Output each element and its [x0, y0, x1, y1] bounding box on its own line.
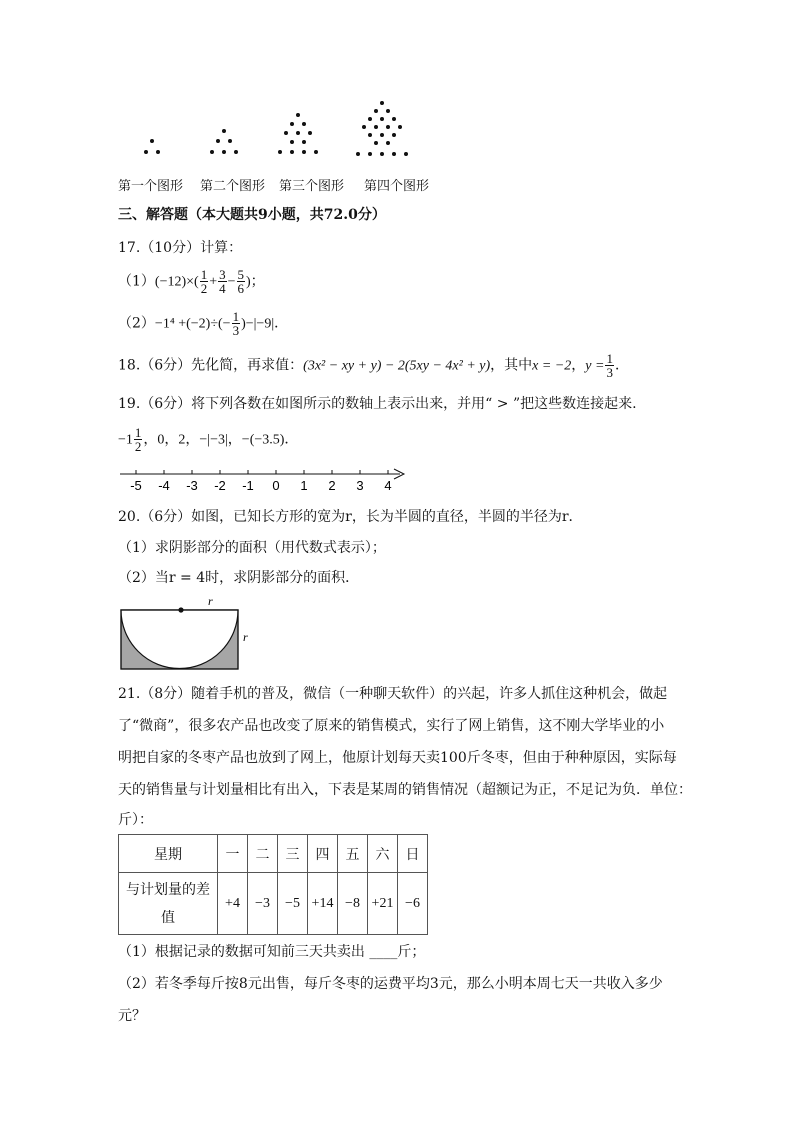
table-cell: −8 [338, 873, 368, 935]
q21-part1: （1）根据记录的数据可知前三天共卖出 ____斤； [118, 944, 426, 960]
table-day: 四 [308, 835, 338, 873]
table-day: 三 [278, 835, 308, 873]
table-cell: +14 [308, 873, 338, 935]
section-title: 三、解答题（本大题共9小题，共72.0分） [118, 207, 386, 223]
q19-numbers: −1 $\frac{1}{2}$ ，0，2，−|−3|，−(−3.5)． [118, 425, 299, 454]
table-day: 五 [338, 835, 368, 873]
semicircle-rectangle-figure [112, 594, 262, 674]
table-cell: −6 [398, 873, 428, 935]
fraction: $\frac{1}{3}$ [232, 309, 240, 338]
q21-line-5: 斤）： [118, 812, 153, 828]
pattern-3 [278, 113, 318, 154]
pattern-caption-2: 第二个图形 [200, 179, 266, 194]
number-line-label: 0 [272, 478, 280, 493]
q20-part1: （1）求阴影部分的面积（用代数式表示）； [118, 540, 386, 556]
number-line-label: 2 [328, 478, 336, 493]
center-point [178, 607, 183, 612]
dot-pattern-figure [118, 95, 438, 165]
fraction: $\frac{1}{2}$ [134, 425, 142, 454]
fraction: $\frac{3}{4}$ [219, 267, 226, 296]
q20-part2: （2）当r = 4时，求阴影部分的面积． [118, 570, 360, 586]
table-cell: +21 [368, 873, 398, 935]
q17-part2: （2）−1⁴ +(−2)÷(− $\frac{1}{3}$ )−|−9|． [118, 309, 289, 338]
fraction: $\frac{1}{2}$ [200, 267, 208, 296]
table-cell: +4 [218, 873, 248, 935]
q21-part2-line1: （2）若冬季每斤按8元出售，每斤冬枣的运费平均3元，那么小明本周七天一共收入多少 [118, 976, 663, 992]
table-cell: −5 [278, 873, 308, 935]
q17-heading: 17.（10分）计算： [118, 240, 243, 256]
pattern-caption-3: 第三个图形 [279, 179, 345, 194]
q20-heading: 20.（6分）如图，已知长方形的宽为r，长为半圆的直径，半圆的半径为r． [118, 509, 583, 525]
pattern-caption-4: 第四个图形 [364, 179, 430, 194]
q21-line-3: 明把自家的冬枣产品也放到了网上，他原计划每天卖100斤冬枣，但由于种种原因，实际每 [118, 750, 677, 766]
number-line-label: 4 [384, 478, 392, 493]
pattern-1 [144, 139, 160, 154]
table-day: 一 [218, 835, 248, 873]
pattern-4 [356, 101, 408, 156]
number-line-label: -2 [214, 478, 226, 493]
number-line-label: -3 [186, 478, 198, 493]
q21-line-1: 21.（8分）随着手机的普及，微信（一种聊天软件）的兴起，许多人抓住这种机会，做起 [118, 686, 668, 702]
number-line-label: 1 [300, 478, 308, 493]
pattern-caption-1: 第一个图形 [118, 179, 184, 194]
table-row [119, 835, 428, 873]
number-line-label: -4 [158, 478, 170, 493]
label-r-top: r [208, 594, 213, 608]
pattern-2 [210, 129, 238, 154]
table-row-label: 与计划量的差 值 [119, 873, 218, 935]
sales-table [118, 834, 428, 935]
table-day: 二 [248, 835, 278, 873]
label-r-side: r [243, 630, 248, 644]
q19-heading: 19.（6分）将下列各数在如图所示的数轴上表示出来，并用“ > ”把这些数连接起来. [118, 396, 637, 412]
table-day: 六 [368, 835, 398, 873]
q21-part2-line2: 元？ [118, 1008, 146, 1024]
number-line-label: 3 [356, 478, 364, 493]
number-line [118, 464, 418, 494]
q18: 18.（6分）先化简，再求值：(3x² − xy + y) − 2(5xy − 4x² + y)，其中x = −2，y = $\frac{1}{3}$ ． [118, 351, 629, 380]
q21-line-2: 了“微商”，很多农产品也改变了原来的销售模式，实行了网上销售，这不刚大学毕业的小 [118, 718, 665, 734]
table-row [119, 873, 428, 935]
table-cell: −3 [248, 873, 278, 935]
fraction: $\frac{5}{6}$ [237, 267, 245, 296]
number-line-label: -5 [130, 478, 142, 493]
table-header-label: 星期 [119, 835, 218, 873]
fraction: $\frac{1}{3}$ [606, 351, 613, 380]
number-line-label: -1 [242, 478, 254, 493]
q21-line-4: 天的销售量与计划量相比有出入，下表是某周的销售情况（超额记为正，不足记为负．单位： [118, 782, 692, 798]
table-day: 日 [398, 835, 428, 873]
q17-part1: （1）(−12)×( $\frac{1}{2}$ + $\frac{3}{4}$ − $\frac{5}{6}$ )； [118, 267, 265, 296]
